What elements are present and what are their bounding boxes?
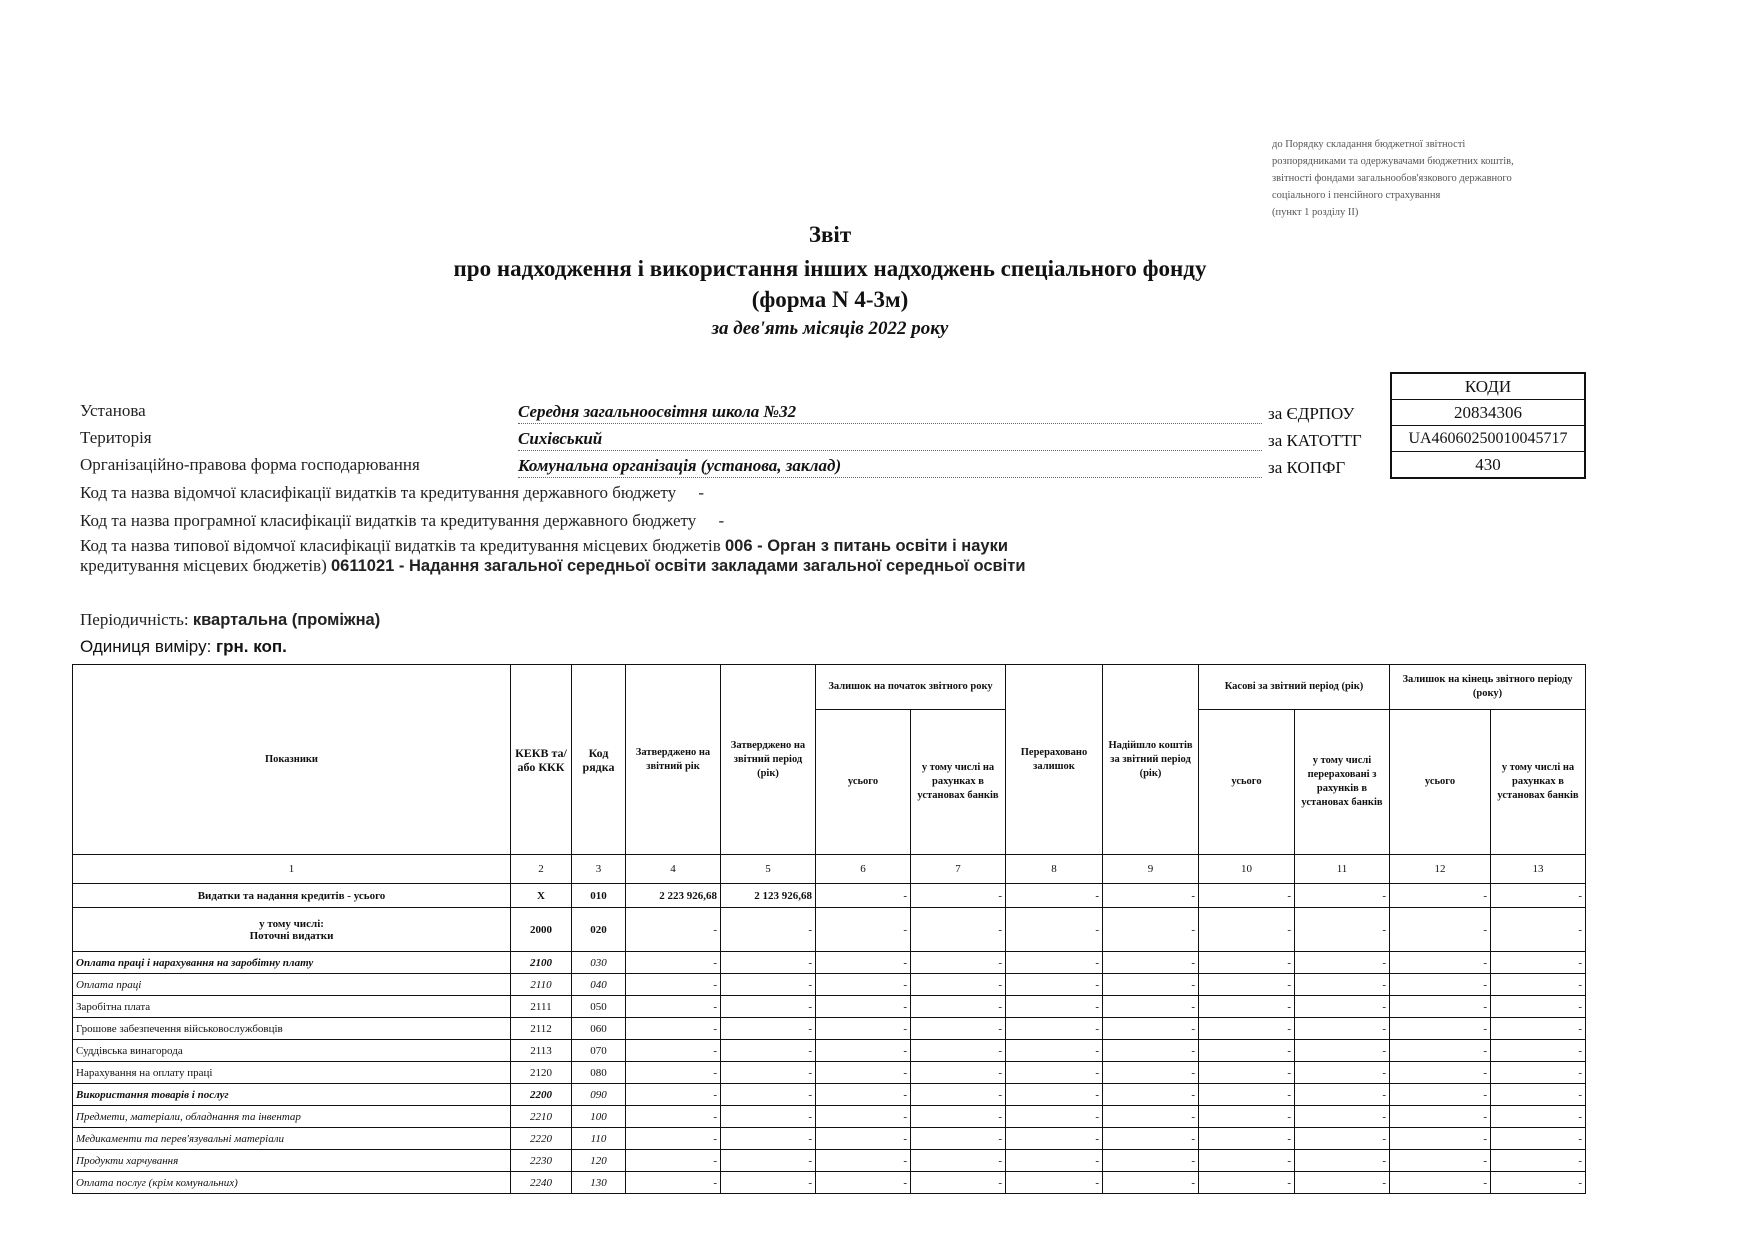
row-approved-period: - (721, 1150, 816, 1172)
row-indicator (73, 1084, 511, 1106)
note-line: до Порядку складання бюджетної звітності (1272, 139, 1466, 150)
row-value-col-6: - (816, 1062, 911, 1084)
territory-value: Сихівський (518, 429, 603, 448)
row-indicator (73, 996, 511, 1018)
row-value-col-6: - (816, 908, 911, 952)
katottg-label: за КАТОТТГ (1268, 431, 1362, 450)
row-value-col-13: - (1491, 1018, 1586, 1040)
row-value-col-9: - (1103, 1084, 1199, 1106)
row-value-col-10: - (1199, 1150, 1295, 1172)
row-value-col-10: - (1199, 1172, 1295, 1194)
row-value-col-7: - (911, 996, 1006, 1018)
periodicity-label: Періодичність: (80, 610, 189, 629)
row-value-col-7: - (911, 1084, 1006, 1106)
row-value-col-10: - (1199, 1084, 1295, 1106)
row-approved-year: - (626, 1106, 721, 1128)
row-value-col-11: - (1295, 974, 1390, 996)
row-approved-year: - (626, 1172, 721, 1194)
legal-form-underline (518, 477, 1262, 478)
row-value-col-8: - (1006, 974, 1103, 996)
row-value-col-13: - (1491, 908, 1586, 952)
row-value-col-11: - (1295, 1062, 1390, 1084)
kopfg-code: 430 (1391, 452, 1585, 479)
legal-form-value: Комунальна організація (установа, заклад) (518, 456, 842, 475)
row-kekv: 2230 (511, 1150, 572, 1172)
row-value-col-6: - (816, 974, 911, 996)
row-value-col-8: - (1006, 1106, 1103, 1128)
row-approved-period: - (721, 1172, 816, 1194)
row-code: 050 (572, 996, 626, 1018)
table-row (73, 908, 1586, 952)
table-row (73, 974, 1586, 996)
row-kekv: 2210 (511, 1106, 572, 1128)
row-value-col-10: - (1199, 1106, 1295, 1128)
row-approved-period: - (721, 974, 816, 996)
row-value-col-6: - (816, 884, 911, 908)
header-start-total: усього (816, 710, 911, 855)
row-code: 030 (572, 952, 626, 974)
codes-box (1390, 372, 1586, 479)
row-value-col-9: - (1103, 996, 1199, 1018)
header-transferred: Перераховано залишок (1006, 665, 1103, 855)
row-value-col-7: - (911, 1062, 1006, 1084)
row-approved-period: - (721, 1040, 816, 1062)
row-approved-year: - (626, 1150, 721, 1172)
local-class-value-2: 0611021 - Надання загальної середньої освіти закладами загальної середньої освіти (330, 557, 1026, 575)
row-indicator-text: Продукти харчування (76, 1154, 179, 1167)
col-number: 1 (73, 855, 511, 884)
row-approved-year: - (626, 952, 721, 974)
row-value-col-6: - (816, 1150, 911, 1172)
territory-underline (518, 450, 1262, 451)
row-value-col-11: - (1295, 1018, 1390, 1040)
table-row (73, 1018, 1586, 1040)
row-value-col-10: - (1199, 952, 1295, 974)
row-value-col-7: - (911, 1172, 1006, 1194)
prog-class-row (80, 511, 724, 531)
row-value-col-11: - (1295, 908, 1390, 952)
col-number: 6 (816, 855, 911, 884)
row-value-col-8: - (1006, 884, 1103, 908)
row-indicator (73, 1172, 511, 1194)
row-value-col-8: - (1006, 1128, 1103, 1150)
row-indicator (73, 1106, 511, 1128)
row-value-col-7: - (911, 908, 1006, 952)
col-number: 7 (911, 855, 1006, 884)
row-value-col-10: - (1199, 974, 1295, 996)
row-approved-period: - (721, 952, 816, 974)
row-code: 120 (572, 1150, 626, 1172)
katottg-code: UA46060250010045717 (1391, 426, 1585, 452)
row-value-col-12: - (1390, 1062, 1491, 1084)
row-value-col-11: - (1295, 1084, 1390, 1106)
row-value-col-9: - (1103, 1018, 1199, 1040)
row-value-col-13: - (1491, 1040, 1586, 1062)
row-value-col-13: - (1491, 1128, 1586, 1150)
row-value-col-7: - (911, 1150, 1006, 1172)
col-number: 2 (511, 855, 572, 884)
row-value-col-12: - (1390, 1040, 1491, 1062)
row-value-col-6: - (816, 1084, 911, 1106)
row-value-col-12: - (1390, 1084, 1491, 1106)
row-indicator-text: Предмети, матеріали, обладнання та інвентар (76, 1110, 301, 1123)
row-value-col-11: - (1295, 996, 1390, 1018)
row-value-col-7: - (911, 884, 1006, 908)
row-value-col-7: - (911, 952, 1006, 974)
row-value-col-12: - (1390, 1018, 1491, 1040)
row-code: 080 (572, 1062, 626, 1084)
row-value-col-9: - (1103, 1106, 1199, 1128)
row-approved-year: - (626, 1062, 721, 1084)
row-approved-period: - (721, 1084, 816, 1106)
row-value-col-12: - (1390, 952, 1491, 974)
row-approved-year: - (626, 1084, 721, 1106)
row-kekv: 2111 (511, 996, 572, 1018)
row-value-col-13: - (1491, 1062, 1586, 1084)
row-code: 130 (572, 1172, 626, 1194)
row-indicator-subtext: Поточні видатки (249, 929, 334, 942)
row-value-col-7: - (911, 1040, 1006, 1062)
local-class-label-2: кредитування місцевих бюджетів) (80, 556, 327, 575)
row-code: 020 (572, 908, 626, 952)
unit-label: Одиниця виміру: (80, 637, 212, 656)
row-value-col-10: - (1199, 1128, 1295, 1150)
note-line: (пункт 1 розділу II) (1272, 207, 1359, 218)
row-value-col-9: - (1103, 1062, 1199, 1084)
row-value-col-9: - (1103, 1150, 1199, 1172)
row-value-col-12: - (1390, 1172, 1491, 1194)
row-value-col-11: - (1295, 884, 1390, 908)
row-value-col-10: - (1199, 884, 1295, 908)
report-form: (форма N 4-3м) (751, 287, 909, 312)
col-number: 4 (626, 855, 721, 884)
row-indicator-text: у тому числі: (259, 917, 324, 930)
row-indicator-text: Оплата праці (76, 978, 142, 991)
header-start-balance: Залишок на початок звітного року (816, 665, 1006, 710)
col-number: 10 (1199, 855, 1295, 884)
row-approved-year: 2 223 926,68 (626, 884, 721, 908)
local-class-row (80, 536, 1025, 576)
row-value-col-9: - (1103, 908, 1199, 952)
row-value-col-7: - (911, 1018, 1006, 1040)
row-approved-period: - (721, 908, 816, 952)
table-body (73, 884, 1586, 1194)
row-indicator (73, 974, 511, 996)
row-value-col-11: - (1295, 1172, 1390, 1194)
report-title: Звіт (808, 222, 852, 247)
header-end-total: усього (1390, 710, 1491, 855)
row-value-col-8: - (1006, 1062, 1103, 1084)
row-value-col-10: - (1199, 1018, 1295, 1040)
row-indicator-text: Суддівська винагорода (76, 1044, 183, 1057)
header-approved-period: Затверджено на звітний період (рік) (721, 665, 816, 855)
table-row (73, 1084, 1586, 1106)
row-indicator (73, 952, 511, 974)
col-number: 5 (721, 855, 816, 884)
table-row (73, 1062, 1586, 1084)
row-value-col-12: - (1390, 974, 1491, 996)
row-value-col-9: - (1103, 884, 1199, 908)
row-value-col-13: - (1491, 1106, 1586, 1128)
row-value-col-12: - (1390, 1150, 1491, 1172)
kopfg-label: за КОПФГ (1268, 458, 1346, 477)
row-value-col-10: - (1199, 996, 1295, 1018)
header-row-code: Код рядка (572, 665, 626, 855)
unit-value: грн. коп. (216, 637, 287, 656)
dept-class-row (80, 483, 704, 503)
row-value-col-8: - (1006, 1150, 1103, 1172)
row-indicator (73, 1018, 511, 1040)
row-value-col-12: - (1390, 1106, 1491, 1128)
dept-class-value: - (698, 483, 705, 502)
legal-reference-note (1272, 136, 1602, 221)
institution-label: Установа (80, 401, 146, 420)
row-value-col-7: - (911, 1106, 1006, 1128)
row-code: 090 (572, 1084, 626, 1106)
header-indicators: Показники (73, 665, 511, 855)
row-code: 110 (572, 1128, 626, 1150)
row-indicator-text: Оплата послуг (крім комунальних) (76, 1176, 238, 1189)
row-value-col-9: - (1103, 1040, 1199, 1062)
row-code: 070 (572, 1040, 626, 1062)
header-cash: Касові за звітний період (рік) (1199, 665, 1390, 710)
row-indicator-text: Грошове забезпечення військовослужбовців (76, 1022, 283, 1035)
codes-title: КОДИ (1391, 373, 1585, 400)
unit-row (80, 637, 287, 657)
legal-form-label: Організаційно-правова форма господарювання (80, 455, 420, 474)
periodicity-row (80, 610, 380, 630)
row-value-col-12: - (1390, 1128, 1491, 1150)
header-cash-transferred: у тому числі перераховані з рахунків в установах банків (1295, 710, 1390, 855)
row-approved-year: - (626, 1128, 721, 1150)
row-value-col-6: - (816, 996, 911, 1018)
row-approved-year: - (626, 974, 721, 996)
row-kekv: 2113 (511, 1040, 572, 1062)
row-value-col-7: - (911, 974, 1006, 996)
col-number: 9 (1103, 855, 1199, 884)
row-kekv: 2000 (511, 908, 572, 952)
row-indicator-text: Заробітна плата (76, 1000, 151, 1013)
column-number-row (73, 855, 1586, 884)
row-value-col-8: - (1006, 1040, 1103, 1062)
row-kekv: 2240 (511, 1172, 572, 1194)
row-indicator-text: Оплата праці і нарахування на заробітну плату (76, 956, 314, 969)
row-value-col-7: - (911, 1128, 1006, 1150)
row-kekv: 2100 (511, 952, 572, 974)
row-indicator-text: Медикаменти та перев'язувальні матеріали (76, 1132, 285, 1145)
row-approved-period: - (721, 1128, 816, 1150)
row-approved-period: - (721, 1106, 816, 1128)
row-indicator (73, 1062, 511, 1084)
header-cash-total: усього (1199, 710, 1295, 855)
periodicity-value: квартальна (проміжна) (192, 611, 381, 629)
table-row (73, 884, 1586, 908)
row-value-col-8: - (1006, 908, 1103, 952)
prog-class-value: - (718, 511, 725, 530)
table-row (73, 1172, 1586, 1194)
local-class-value-1: 006 - Орган з питань освіти і науки (725, 537, 1009, 555)
row-approved-year: - (626, 908, 721, 952)
row-approved-period: 2 123 926,68 (721, 884, 816, 908)
table-row (73, 996, 1586, 1018)
header-kekv: КЕКВ та/або ККК (511, 665, 572, 855)
row-indicator-text: Видатки та надання кредитів - усього (197, 889, 386, 902)
report-subtitle: про надходження і використання інших надходжень спеціального фонду (453, 256, 1207, 281)
row-value-col-12: - (1390, 884, 1491, 908)
prog-class-label: Код та назва програмної класифікації видатків та кредитування державного бюджету (80, 511, 697, 530)
row-value-col-10: - (1199, 1062, 1295, 1084)
row-indicator (73, 884, 511, 908)
row-value-col-13: - (1491, 974, 1586, 996)
institution-value: Середня загальноосвітня школа №32 (518, 402, 797, 421)
row-value-col-13: - (1491, 1150, 1586, 1172)
row-code: 100 (572, 1106, 626, 1128)
territory-label: Територія (80, 428, 152, 447)
row-value-col-8: - (1006, 952, 1103, 974)
header-end-banks: у тому числі на рахунках в установах банків (1491, 710, 1586, 855)
col-number: 12 (1390, 855, 1491, 884)
row-value-col-9: - (1103, 952, 1199, 974)
col-number: 8 (1006, 855, 1103, 884)
row-value-col-12: - (1390, 908, 1491, 952)
row-kekv: 2220 (511, 1128, 572, 1150)
row-approved-year: - (626, 1040, 721, 1062)
institution-underline (518, 423, 1262, 424)
report-table (72, 664, 1586, 1194)
row-value-col-13: - (1491, 996, 1586, 1018)
row-value-col-9: - (1103, 1172, 1199, 1194)
row-value-col-6: - (816, 1128, 911, 1150)
row-indicator-text: Нарахування на оплату праці (76, 1066, 213, 1079)
col-number: 3 (572, 855, 626, 884)
row-value-col-11: - (1295, 1040, 1390, 1062)
row-value-col-13: - (1491, 1084, 1586, 1106)
table-row (73, 1150, 1586, 1172)
row-code: 060 (572, 1018, 626, 1040)
edrpou-label: за ЄДРПОУ (1268, 404, 1355, 423)
header-approved-year: Затверджено на звітний рік (626, 665, 721, 855)
row-value-col-6: - (816, 952, 911, 974)
note-line: звітності фондами загальнообов'язкового державного (1272, 173, 1512, 184)
row-indicator (73, 908, 511, 952)
header-start-banks: у тому числі на рахунках в установах банків (911, 710, 1006, 855)
row-indicator (73, 1040, 511, 1062)
row-value-col-8: - (1006, 1018, 1103, 1040)
row-kekv: 2120 (511, 1062, 572, 1084)
row-indicator-text: Використання товарів і послуг (76, 1088, 229, 1101)
local-class-label-1: Код та назва типової відомчої класифікації видатків та кредитування місцевих бюджетів (80, 536, 721, 555)
row-value-col-9: - (1103, 1128, 1199, 1150)
header-end-balance: Залишок на кінець звітного періоду (року) (1390, 665, 1586, 710)
col-number: 13 (1491, 855, 1586, 884)
row-kekv: X (511, 884, 572, 908)
row-value-col-6: - (816, 1172, 911, 1194)
row-kekv: 2200 (511, 1084, 572, 1106)
row-approved-period: - (721, 1062, 816, 1084)
row-value-col-9: - (1103, 974, 1199, 996)
row-value-col-8: - (1006, 1172, 1103, 1194)
row-kekv: 2112 (511, 1018, 572, 1040)
row-value-col-8: - (1006, 1084, 1103, 1106)
row-approved-period: - (721, 996, 816, 1018)
row-code: 010 (572, 884, 626, 908)
table-row (73, 1106, 1586, 1128)
note-line: розпорядниками та одержувачами бюджетних коштів, (1272, 156, 1514, 167)
row-approved-year: - (626, 1018, 721, 1040)
table-row (73, 1128, 1586, 1150)
row-value-col-11: - (1295, 952, 1390, 974)
row-value-col-11: - (1295, 1128, 1390, 1150)
dept-class-label: Код та назва відомчої класифікації видатків та кредитування державного бюджету (80, 483, 677, 502)
row-value-col-8: - (1006, 996, 1103, 1018)
row-value-col-11: - (1295, 1106, 1390, 1128)
row-value-col-13: - (1491, 1172, 1586, 1194)
row-value-col-13: - (1491, 952, 1586, 974)
note-line: соціального і пенсійного страхування (1272, 190, 1441, 201)
row-approved-period: - (721, 1018, 816, 1040)
row-value-col-6: - (816, 1040, 911, 1062)
row-value-col-6: - (816, 1018, 911, 1040)
edrpou-code: 20834306 (1391, 400, 1585, 426)
row-value-col-6: - (816, 1106, 911, 1128)
row-value-col-11: - (1295, 1150, 1390, 1172)
row-indicator (73, 1128, 511, 1150)
row-value-col-12: - (1390, 996, 1491, 1018)
header-received: Надійшло коштів за звітний період (рік) (1103, 665, 1199, 855)
row-approved-year: - (626, 996, 721, 1018)
row-kekv: 2110 (511, 974, 572, 996)
row-value-col-10: - (1199, 1040, 1295, 1062)
table-row (73, 1040, 1586, 1062)
row-value-col-10: - (1199, 908, 1295, 952)
report-period: за дев'ять місяців 2022 року (711, 318, 949, 339)
col-number: 11 (1295, 855, 1390, 884)
table-row (73, 952, 1586, 974)
row-value-col-13: - (1491, 884, 1586, 908)
row-indicator (73, 1150, 511, 1172)
row-code: 040 (572, 974, 626, 996)
